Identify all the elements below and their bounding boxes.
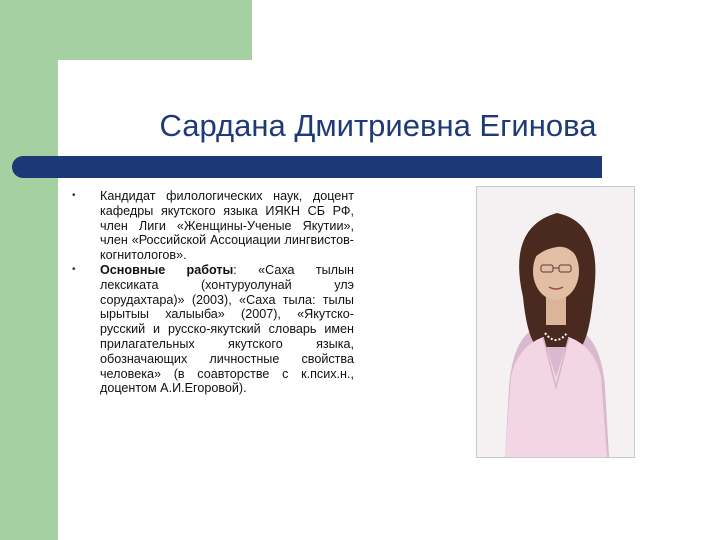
title-underline-bar <box>12 156 602 178</box>
bullet-item-works <box>72 263 354 396</box>
bullet-text: : «Саха тылын лексиката (хонтуруолунай улэ сорудахтара)» (2003), «Саха тыла: тылы ырытыы халыыба» (2007), «Якутско-русский и русско-якутский словарь имен прилагательных якутского языка, обозначающих личностные свойства человека» (в соавторстве с к.псих.н., доцентом А.И.Егоровой). <box>100 262 354 396</box>
decorative-top-band <box>0 0 252 60</box>
slide-title: Сардана Дмитриевна Егинова <box>159 108 597 143</box>
portrait-illustration <box>477 187 634 457</box>
bullet-item-credentials <box>72 189 354 263</box>
bullet-marker: • <box>72 190 76 201</box>
bullet-marker: • <box>72 263 76 275</box>
bullet-label: Основные работы <box>100 262 234 277</box>
bullet-text: Кандидат филологических наук, доцент кафедры якутского языка ИЯКН СБ РФ, член Лиги «Женщины-Ученые Якутии», член «Российской Ассоциации лингвистов-когнитологов». <box>100 189 354 263</box>
bullet-list <box>72 189 354 396</box>
decorative-side-band <box>0 0 58 540</box>
portrait-photo <box>476 186 635 458</box>
